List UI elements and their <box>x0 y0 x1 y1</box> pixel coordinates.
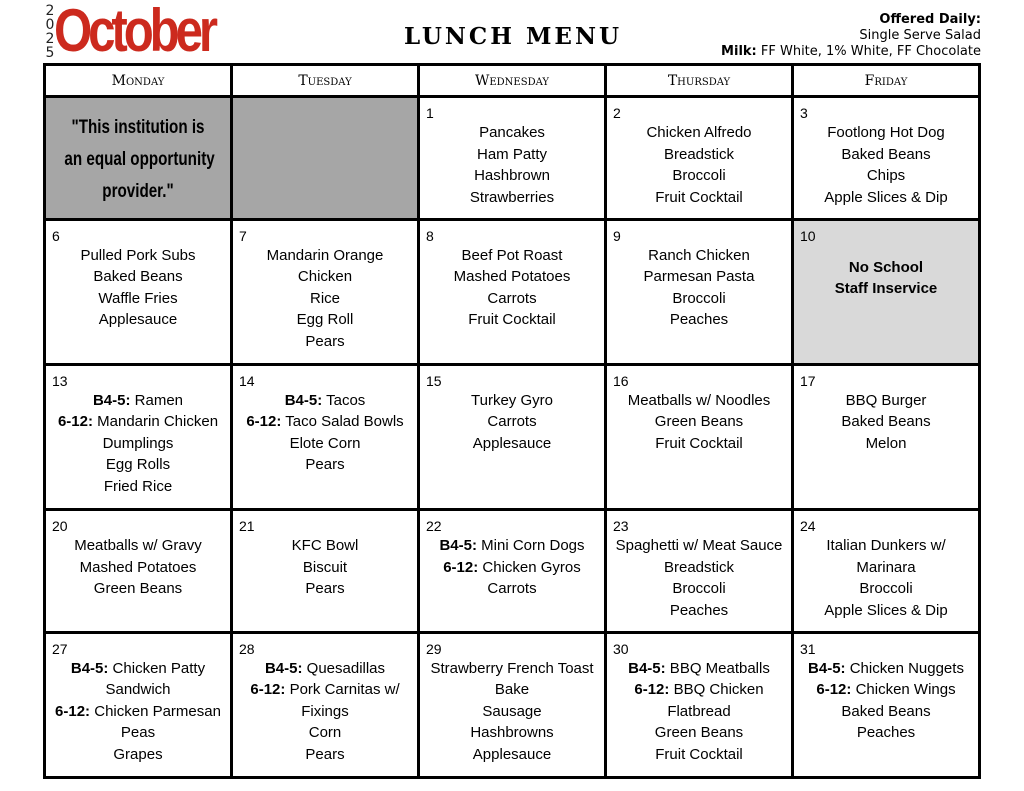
menu-item <box>422 411 602 433</box>
menu-item <box>48 245 228 267</box>
menu-item <box>609 122 789 144</box>
menu-items <box>794 390 978 455</box>
menu-item <box>235 390 415 412</box>
menu-item <box>609 722 789 744</box>
menu-item-text: Peaches <box>669 311 729 329</box>
day-cell <box>793 97 980 220</box>
menu-items <box>420 658 604 766</box>
calendar-body <box>45 97 980 778</box>
day-cell <box>606 97 793 220</box>
menu-items <box>607 535 791 621</box>
menu-item-text: Chicken Wings <box>851 681 956 699</box>
menu-item-text: Flatbread <box>667 702 731 720</box>
menu-item <box>235 578 415 600</box>
day-cell <box>419 219 606 364</box>
menu-item-text: Waffle Fries <box>98 289 178 307</box>
menu-item-text: Apple Slices & Dip <box>824 188 948 206</box>
menu-item-text: Green Beans <box>93 580 183 598</box>
menu-item-text: Egg Roll <box>296 311 354 329</box>
menu-item <box>48 433 228 455</box>
notice-text <box>64 98 215 208</box>
menu-item <box>422 557 602 579</box>
menu-item <box>422 288 602 310</box>
year-digit: 5 <box>45 45 55 61</box>
menu-item-text: Fruit Cocktail <box>468 311 556 329</box>
menu-item-text: Apple Slices & Dip <box>824 601 948 619</box>
menu-item-text: Chicken Patty <box>108 659 206 677</box>
menu-item <box>796 187 976 209</box>
day-cell <box>419 510 606 633</box>
milk-options: FF White, 1% White, FF Chocolate <box>756 44 981 59</box>
menu-item-text: Breadstick <box>663 558 735 576</box>
grade-label: B4-5: <box>808 659 846 677</box>
menu-item-text: Pears <box>305 332 345 350</box>
day-number: 14 <box>239 372 255 389</box>
menu-item-text: Beef Pot Roast <box>461 246 563 264</box>
menu-item <box>609 701 789 723</box>
menu-item <box>609 187 789 209</box>
menu-items <box>420 245 604 331</box>
menu-item <box>48 476 228 498</box>
menu-item <box>796 278 976 300</box>
menu-item-text: Peas <box>120 724 156 742</box>
offered-daily-heading: Offered Daily: <box>879 12 981 27</box>
menu-item <box>609 411 789 433</box>
day-number: 24 <box>800 518 816 535</box>
menu-item <box>609 578 789 600</box>
menu-item-text: Green Beans <box>654 724 744 742</box>
menu-item-text: Baked Beans <box>841 413 931 431</box>
menu-item-text: Ramen <box>130 391 184 409</box>
menu-item-text: Applesauce <box>98 311 178 329</box>
menu-item-text: Broccoli <box>672 580 726 598</box>
day-number: 28 <box>239 640 255 657</box>
grade-label: 6-12: <box>246 413 282 431</box>
menu-item <box>48 722 228 744</box>
menu-item <box>609 266 789 288</box>
menu-item-text: Biscuit <box>302 558 348 576</box>
menu-item <box>796 257 976 279</box>
menu-item-text: Rice <box>309 289 340 307</box>
menu-item <box>235 245 415 267</box>
menu-item-text: Melon <box>865 434 907 452</box>
day-cell <box>606 364 793 509</box>
menu-item-text: Baked Beans <box>93 268 183 286</box>
day-number: 15 <box>426 372 442 389</box>
menu-item-text: Broccoli <box>672 289 726 307</box>
weekday-monday: Monday <box>45 65 232 97</box>
menu-items <box>46 245 230 331</box>
grade-label: B4-5: <box>264 659 303 677</box>
menu-item <box>48 266 228 288</box>
day-number: 2 <box>613 105 621 121</box>
menu-item <box>422 122 602 144</box>
menu-item <box>422 722 602 744</box>
day-cell <box>232 219 419 364</box>
menu-item-text: Spaghetti w/ Meat Sauce <box>615 537 783 555</box>
menu-items <box>607 245 791 331</box>
day-cell <box>793 632 980 777</box>
day-number: 30 <box>613 640 629 657</box>
offered-daily-salad: Single Serve Salad <box>859 28 981 43</box>
menu-item-text: Green Beans <box>654 413 744 431</box>
menu-item <box>609 245 789 267</box>
menu-item <box>235 722 415 744</box>
menu-item-text: Ranch Chicken <box>648 246 750 264</box>
menu-item <box>235 744 415 766</box>
day-number: 1 <box>426 105 434 121</box>
day-cell <box>232 510 419 633</box>
menu-item <box>796 535 976 557</box>
day-cell <box>793 510 980 633</box>
menu-item-text: Staff Inservice <box>834 280 938 298</box>
menu-item <box>609 557 789 579</box>
grade-label: B4-5: <box>92 391 131 409</box>
menu-item <box>609 535 789 557</box>
menu-item-text: Baked Beans <box>841 145 931 163</box>
menu-item <box>609 744 789 766</box>
offered-daily-box <box>721 12 981 60</box>
menu-item <box>796 578 976 600</box>
day-number: 31 <box>800 640 816 657</box>
menu-item-text: Carrots <box>487 289 537 307</box>
menu-items <box>46 390 230 498</box>
menu-item <box>609 309 789 331</box>
offered-daily-milk <box>721 44 981 60</box>
menu-item <box>796 679 976 701</box>
menu-item-text: Ham Patty <box>476 145 548 163</box>
menu-item <box>235 679 415 701</box>
menu-item <box>48 454 228 476</box>
menu-item-text: Chicken <box>297 268 353 286</box>
menu-item-text: Peaches <box>856 724 916 742</box>
menu-item <box>48 309 228 331</box>
menu-item <box>235 411 415 433</box>
month-title: October <box>54 0 214 64</box>
menu-item-text: Breadstick <box>663 145 735 163</box>
menu-item-text: Mandarin Orange <box>266 246 384 264</box>
menu-item <box>422 658 602 680</box>
menu-item <box>422 744 602 766</box>
menu-item <box>235 309 415 331</box>
menu-item <box>235 454 415 476</box>
menu-item-text: Quesadillas <box>302 659 386 677</box>
day-number: 17 <box>800 372 816 389</box>
menu-item <box>609 658 789 680</box>
blank-day-cell <box>232 97 419 220</box>
day-number: 13 <box>52 372 68 389</box>
menu-item <box>422 165 602 187</box>
grade-label: B4-5: <box>439 537 477 555</box>
menu-item <box>48 390 228 412</box>
menu-item-text: Mini Corn Dogs <box>476 537 585 555</box>
notice-line: "This institution is <box>71 117 205 138</box>
day-cell <box>793 364 980 509</box>
menu-item <box>609 433 789 455</box>
menu-item <box>48 535 228 557</box>
menu-items <box>420 390 604 455</box>
day-number: 29 <box>426 640 442 657</box>
menu-items <box>233 390 417 476</box>
weekday-header-row <box>45 65 980 97</box>
menu-item <box>235 701 415 723</box>
menu-item-text: Peaches <box>669 601 729 619</box>
menu-item-text: Strawberry French Toast <box>430 659 594 677</box>
grade-label: 6-12: <box>443 558 479 576</box>
day-number: 23 <box>613 518 629 535</box>
menu-items <box>46 658 230 766</box>
menu-item-text: Mashed Potatoes <box>453 268 571 286</box>
menu-item-text: Chicken Gyros <box>478 558 581 576</box>
day-cell <box>45 219 232 364</box>
menu-item <box>422 309 602 331</box>
menu-item <box>235 658 415 680</box>
menu-item <box>796 658 976 680</box>
menu-item <box>48 288 228 310</box>
menu-item-text: Meatballs w/ Gravy <box>74 537 202 555</box>
day-cell <box>232 632 419 777</box>
week-row <box>45 364 980 509</box>
menu-item <box>235 535 415 557</box>
menu-items <box>233 658 417 766</box>
menu-item-text: Bake <box>494 681 530 699</box>
menu-item <box>48 411 228 433</box>
milk-label: Milk: <box>721 44 757 59</box>
equal-opportunity-notice <box>45 97 232 220</box>
menu-item-text: Sandwich <box>105 681 171 699</box>
menu-item-text: Broccoli <box>859 580 913 598</box>
day-number: 3 <box>800 105 808 121</box>
menu-item-text: Italian Dunkers w/ <box>826 537 946 555</box>
menu-item <box>235 331 415 353</box>
menu-item-text: Mashed Potatoes <box>79 558 197 576</box>
menu-item-text: BBQ Burger <box>845 391 927 409</box>
grade-label: 6-12: <box>816 681 852 699</box>
day-number: 22 <box>426 518 442 535</box>
menu-item <box>796 144 976 166</box>
day-cell <box>45 632 232 777</box>
menu-item <box>235 266 415 288</box>
grade-label: B4-5: <box>70 659 109 677</box>
menu-item-text: Broccoli <box>672 167 726 184</box>
week-row <box>45 97 980 220</box>
day-number: 7 <box>239 227 247 244</box>
menu-item-text: Taco Salad Bowls <box>281 413 404 431</box>
menu-item-text: Meatballs w/ Noodles <box>627 391 771 409</box>
menu-item-text: Pulled Pork Subs <box>80 246 196 264</box>
menu-item-text: Chips <box>866 167 906 184</box>
weekday-tuesday: Tuesday <box>232 65 419 97</box>
menu-item-text: Hashbrowns <box>470 724 554 742</box>
menu-item <box>796 411 976 433</box>
menu-item <box>48 578 228 600</box>
menu-item-text: Grapes <box>113 745 163 763</box>
menu-item-text: Pears <box>305 580 345 598</box>
menu-items <box>420 122 604 208</box>
menu-item <box>48 557 228 579</box>
day-number: 8 <box>426 227 434 244</box>
day-cell <box>45 364 232 509</box>
menu-item-text: Hashbrown <box>474 167 550 184</box>
menu-item <box>796 122 976 144</box>
menu-item-text: Egg Rolls <box>105 456 171 474</box>
menu-item <box>796 701 976 723</box>
menu-item-text: Turkey Gyro <box>471 391 553 409</box>
day-number: 27 <box>52 640 68 657</box>
menu-item <box>48 679 228 701</box>
day-number: 16 <box>613 372 629 389</box>
menu-items <box>794 535 978 621</box>
menu-item-text: Chicken Parmesan <box>90 702 221 720</box>
menu-item <box>422 390 602 412</box>
menu-item-text: Baked Beans <box>841 702 931 720</box>
menu-item-text: Pears <box>305 456 345 474</box>
menu-item-text: Applesauce <box>472 434 552 452</box>
weekday-wednesday: Wednesday <box>419 65 606 97</box>
menu-item-text: Sausage <box>482 702 542 720</box>
menu-item <box>422 245 602 267</box>
menu-item-text: Footlong Hot Dog <box>827 124 945 141</box>
menu-item <box>796 600 976 622</box>
menu-item-text: Carrots <box>487 413 537 431</box>
menu-items <box>233 245 417 353</box>
menu-item <box>796 722 976 744</box>
menu-item-text: Strawberries <box>469 188 555 206</box>
menu-item <box>422 144 602 166</box>
day-number: 6 <box>52 227 60 244</box>
menu-item-text: BBQ Chicken <box>669 681 764 699</box>
menu-item-text: Chicken Nuggets <box>845 659 964 677</box>
menu-item <box>422 679 602 701</box>
menu-item-text: Fruit Cocktail <box>655 745 743 763</box>
week-row <box>45 632 980 777</box>
weekday-friday: Friday <box>793 65 980 97</box>
menu-item <box>609 390 789 412</box>
grade-label: B4-5: <box>284 391 323 409</box>
menu-item-text: Elote Corn <box>289 434 361 452</box>
no-school-day-cell <box>793 219 980 364</box>
day-cell <box>606 510 793 633</box>
day-number: 9 <box>613 227 621 244</box>
menu-item-text: Fruit Cocktail <box>655 188 743 206</box>
menu-items <box>607 658 791 766</box>
menu-item-text: Applesauce <box>472 745 552 763</box>
menu-item-text: Pork Carnitas w/ <box>285 681 400 699</box>
menu-item-text: Tacos <box>322 391 366 409</box>
year-digit: 0 <box>45 17 55 33</box>
day-cell <box>606 632 793 777</box>
grade-label: 6-12: <box>634 681 670 699</box>
menu-item-text: Parmesan Pasta <box>643 268 755 286</box>
menu-item <box>48 744 228 766</box>
menu-item <box>609 165 789 187</box>
menu-item-text: Marinara <box>856 558 916 576</box>
menu-item <box>422 187 602 209</box>
menu-items <box>607 122 791 208</box>
menu-items <box>794 122 978 208</box>
day-cell <box>45 510 232 633</box>
menu-item <box>796 557 976 579</box>
menu-item <box>422 266 602 288</box>
menu-item <box>796 433 976 455</box>
menu-item <box>235 433 415 455</box>
week-row <box>45 510 980 633</box>
day-number: 20 <box>52 518 68 535</box>
menu-items <box>233 535 417 600</box>
menu-item <box>235 288 415 310</box>
year-digit: 2 <box>45 3 55 19</box>
menu-item <box>422 535 602 557</box>
menu-item-text: Fixings <box>301 702 349 720</box>
week-row <box>45 219 980 364</box>
menu-items <box>794 658 978 744</box>
day-number: 10 <box>800 227 816 244</box>
menu-item-text: Dumplings <box>102 434 174 452</box>
day-cell <box>419 97 606 220</box>
menu-items <box>607 390 791 455</box>
grade-label: B4-5: <box>628 659 666 677</box>
menu-item <box>609 144 789 166</box>
menu-item-text: BBQ Meatballs <box>665 659 770 677</box>
menu-item <box>235 557 415 579</box>
menu-item-text: Corn <box>308 724 342 742</box>
grade-label: 6-12: <box>55 702 91 720</box>
menu-item <box>422 433 602 455</box>
page-title: LUNCH MENU <box>403 23 623 50</box>
menu-item <box>609 600 789 622</box>
menu-item-text: Pears <box>305 745 345 763</box>
notice-line: an equal opportunity <box>64 149 215 170</box>
menu-item-text: Mandarin Chicken <box>92 413 219 431</box>
day-number: 21 <box>239 518 255 535</box>
menu-item <box>796 165 976 187</box>
menu-item-text: Fried Rice <box>103 477 173 495</box>
weekday-thursday: Thursday <box>606 65 793 97</box>
grade-label: 6-12: <box>57 413 93 431</box>
menu-items <box>420 535 604 600</box>
menu-item <box>422 701 602 723</box>
menu-item <box>609 679 789 701</box>
menu-item <box>796 390 976 412</box>
menu-item-text: Chicken Alfredo <box>646 124 752 141</box>
day-cell <box>232 364 419 509</box>
menu-item-text: Fruit Cocktail <box>655 434 743 452</box>
menu-calendar <box>43 63 981 779</box>
menu-items <box>794 245 978 300</box>
grade-label: 6-12: <box>250 681 286 699</box>
menu-item-text: No School <box>848 258 924 276</box>
menu-item <box>48 658 228 680</box>
menu-item-text: Pancakes <box>479 124 545 141</box>
day-cell <box>606 219 793 364</box>
menu-items <box>46 535 230 600</box>
menu-item-text: Carrots <box>487 580 537 598</box>
day-cell <box>419 632 606 777</box>
menu-item-text: KFC Bowl <box>291 537 359 555</box>
menu-item <box>609 288 789 310</box>
year-digit: 2 <box>45 31 55 47</box>
notice-line: provider." <box>102 181 174 202</box>
menu-item <box>48 701 228 723</box>
day-cell <box>419 364 606 509</box>
menu-item <box>422 578 602 600</box>
